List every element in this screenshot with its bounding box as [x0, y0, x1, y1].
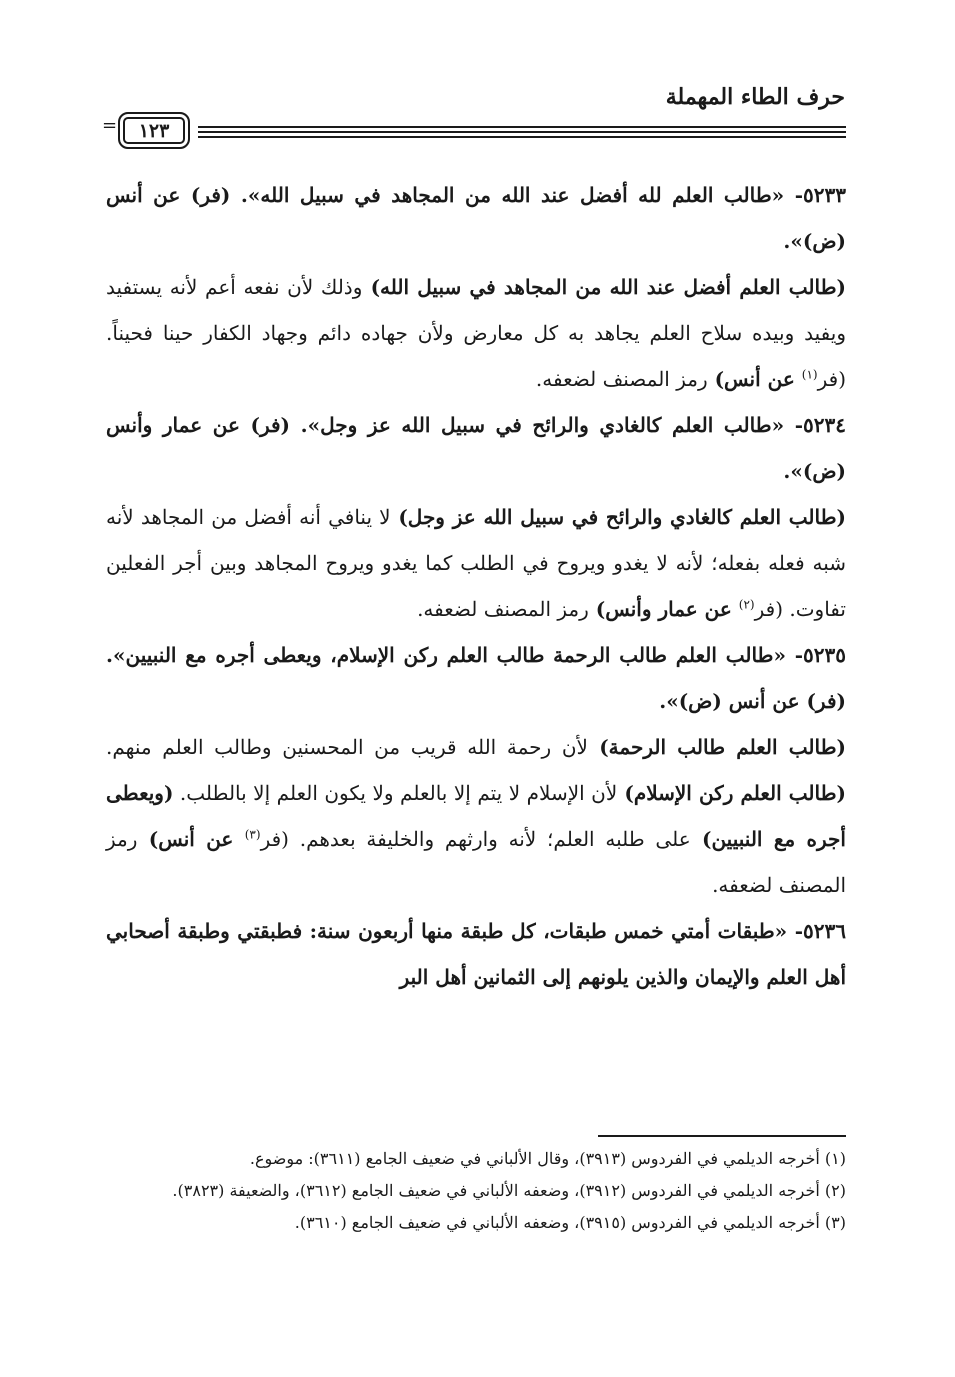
commentary-lemma: (طالب العلم أفضل عند الله من المجاهد في سبيل الله): [362, 275, 846, 299]
hadith-entry: [106, 908, 846, 1000]
header-rule-mark: =: [102, 115, 118, 136]
commentary-text: رمز المصنف لضعفه.: [106, 827, 846, 897]
commentary-lemma: عن أنس): [707, 367, 802, 391]
commentary-lemma: (طالب العلم طالب الرحمة): [587, 735, 846, 759]
commentary-text: على طلبه العلم؛ لأنه وارثهم والخليفة بعدهم. (فر: [260, 827, 691, 851]
footnote-separator: [598, 1135, 846, 1137]
footnote: (١) أخرجه الديلمي في الفردوس (٣٩١٣)، وقال الألباني في ضعيف الجامع (٣٦١١): موضوع.: [249, 1149, 846, 1168]
commentary: [106, 724, 846, 908]
hadith-entry: [106, 402, 846, 494]
commentary-text: لا ينافي أنه أفضل من المجاهد لأنه شبه فعله بفعله؛ لأنه لا يغدو ويروح في الطلب كما يغدو ويروح المجاهد وبين أجر الفعلين تفاوت. (فر: [106, 505, 846, 621]
hadith-text: «طالب العلم لله أفضل عند الله من المجاهد في سبيل الله». (فر) عن أنس (ض)».: [106, 183, 846, 253]
commentary-text: رمز المصنف لضعفه.: [417, 597, 589, 621]
commentary-lemma: (طالب العلم كالغادي والرائح في سبيل الله عز وجل): [390, 505, 846, 529]
footnote: (٢) أخرجه الديلمي في الفردوس (٣٩١٢)، وضعفه الألباني في ضعيف الجامع (٣٦١٢)، والضعيفة (٣٨٢٣).: [172, 1181, 846, 1200]
commentary-lemma: عن عمار وأنس): [588, 597, 739, 621]
commentary-lemma: (ويعطى أجره مع النبيين): [106, 781, 846, 851]
page-number: ١٢٣: [118, 112, 190, 149]
commentary-text: وذلك لأن نفعه أعم لأنه يستفيد ويفيد وبيده سلاح العلم يجاهد به كل معارض ولأن جهاده دائم وجهاد الكفار حينا فحيناً. (فر: [106, 275, 846, 391]
commentary-lemma: (طالب العلم ركن الإسلام): [617, 781, 847, 805]
main-text: [106, 172, 846, 1000]
running-title: حرف الطاء المهملة: [665, 84, 845, 110]
header-rule: [198, 131, 846, 133]
entry-number: ٥٢٣٦-: [794, 919, 846, 943]
commentary-text: لأن رحمة الله قريب من المحسنين وطالب العلم منهم.: [106, 735, 588, 759]
hadith-entry: [106, 172, 846, 264]
commentary: [106, 264, 846, 402]
entry-number: ٥٢٣٤-: [794, 413, 846, 437]
hadith-entry: [106, 632, 846, 724]
entry-number: ٥٢٣٣-: [794, 183, 846, 207]
commentary: [106, 494, 846, 632]
header-rule-group: [102, 110, 846, 150]
hadith-text: «طالب العلم طالب الرحمة طالب العلم ركن الإسلام، ويعطى أجره مع النبيين». (فر) عن أنس (ض)».: [106, 643, 846, 713]
header-rule: [198, 136, 846, 138]
hadith-text: «طالب العلم كالغادي والرائح في سبيل الله عز وجل». (فر) عن عمار وأنس (ض)».: [106, 413, 846, 483]
footnotes: [106, 1143, 846, 1239]
commentary-text: لأن الإسلام لا يتم إلا بالعلم ولا يكون العلم إلا بالطلب.: [173, 781, 618, 805]
hadith-text: «طبقات أمتي خمس طبقات، كل طبقة منها أربعون سنة: فطبقتي وطبقة أصحابي أهل العلم والإيمان والذين يلونهم إلى الثمانين أهل البر: [106, 919, 846, 989]
footnote-ref: (١): [801, 367, 818, 382]
footnote: (٣) أخرجه الديلمي في الفردوس (٣٩١٥)، وضعفه الألباني في ضعيف الجامع (٣٦١٠).: [294, 1213, 846, 1232]
commentary-lemma: عن أنس): [137, 827, 245, 851]
commentary-text: رمز المصنف لضعفه.: [535, 367, 708, 391]
header-rule: [198, 126, 846, 128]
footnote-ref: (٣): [244, 827, 261, 842]
entry-number: ٥٢٣٥-: [794, 643, 847, 667]
footnote-ref: (٢): [738, 597, 755, 612]
